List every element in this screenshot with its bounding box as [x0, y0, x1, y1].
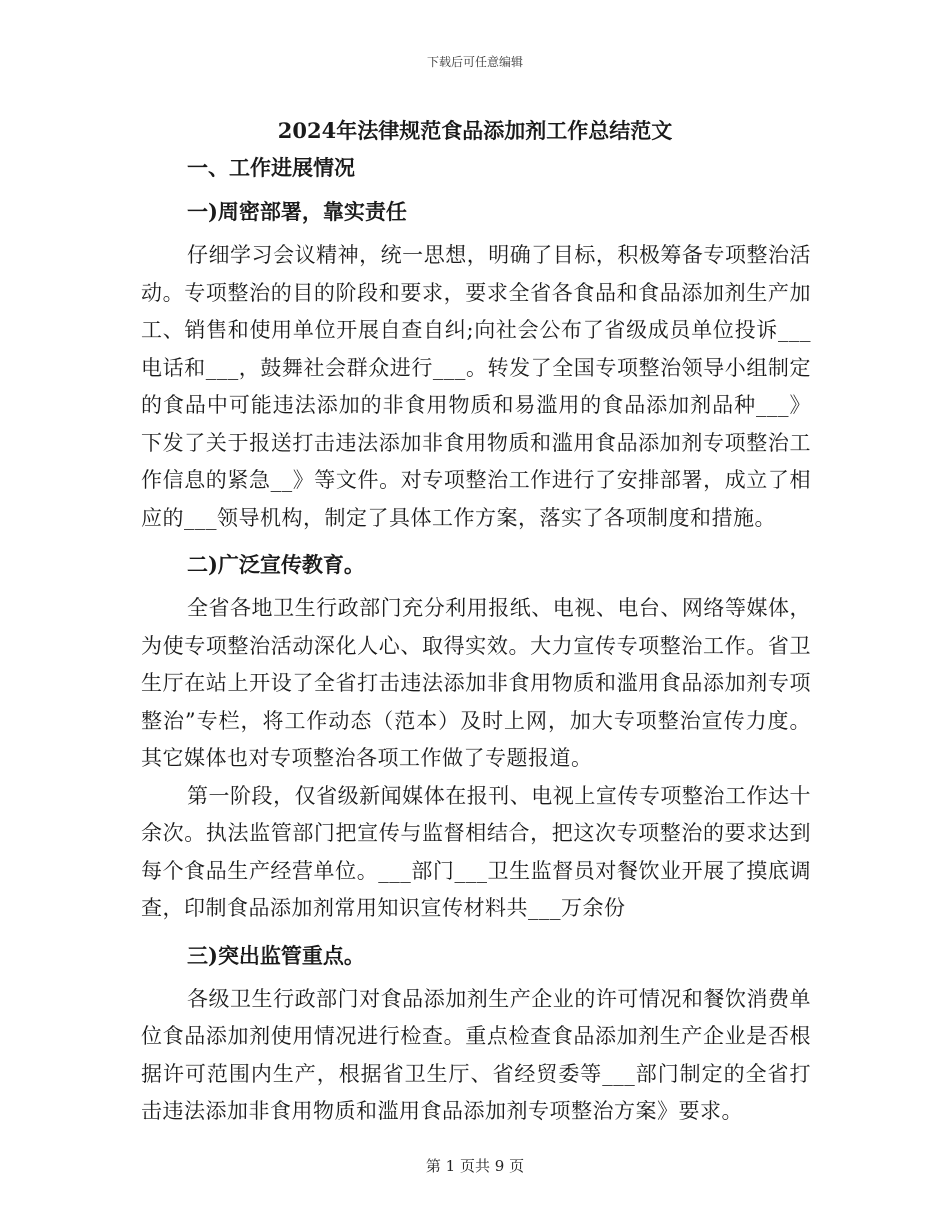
section-heading: 一、工作进展情况 [187, 155, 355, 180]
paragraph-2: 全省各地卫生行政部门充分利用报纸、电视、电台、网络等媒体，为使专项整治活动深化人心、取得实效。大力宣传专项整治工作。省卫生厅在站上开设了全省打击违法添加非食用物质和滥用食品添加剂专项整治”专栏，将工作动态（范本）及时上网，加大专项整治宣传力度。其它媒体也对专项整治各项工作做了专题报道。 [141, 596, 811, 770]
subsection-heading-3: 三)突出监管重点。 [187, 942, 365, 968]
header-note: 下载后可任意编辑 [426, 55, 523, 69]
page-number-footer: 第 1 页共 9 页 [425, 1157, 525, 1175]
document-title: 2024年法律规范食品添加剂工作总结范文 [277, 118, 673, 143]
paragraph-1: 仔细学习会议精神，统一思想，明确了目标，积极筹备专项整治活动。专项整治的目的阶段和要求，要求全省各食品和食品添加剂生产加工、销售和使用单位开展自查自纠;向社会公布了省级成员单位投诉___电话和___，鼓舞社会群众进行___。转发了全国专项整治领导小组制定的食品中可能违法添加的非食用物质和易滥用的食品添加剂品种___》下发了关于报送打击违法添加非食用物质和滥用食品添加剂专项整治工作信息的紧急__》等文件。对专项整治工作进行了安排部署，成立了相应的___领导机构，制定了具体工作方案，落实了各项制度和措施。 [141, 243, 811, 530]
subsection-heading-1: 一)周密部署，靠实责任 [187, 199, 407, 224]
paragraph-4: 各级卫生行政部门对食品添加剂生产企业的许可情况和餐饮消费单位食品添加剂使用情况进行检查。重点检查食品添加剂生产企业是否根据许可范围内生产，根据省卫生厅、省经贸委等___部门制定的全省打击违法添加非食用物质和滥用食品添加剂专项整治方案》要求。 [141, 986, 811, 1123]
document-body [141, 146, 811, 1137]
subsection-heading-2: 二)广泛宣传教育。 [187, 552, 365, 577]
paragraph-3: 第一阶段，仅省级新闻媒体在报刊、电视上宣传专项整治工作达十余次。执法监管部门把宣传与监督相结合，把这次专项整治的要求达到每个食品生产经营单位。___部门___卫生监督员对餐饮业开展了摸底调查，印制食品添加剂常用知识宣传材料共___万余份 [141, 783, 811, 920]
